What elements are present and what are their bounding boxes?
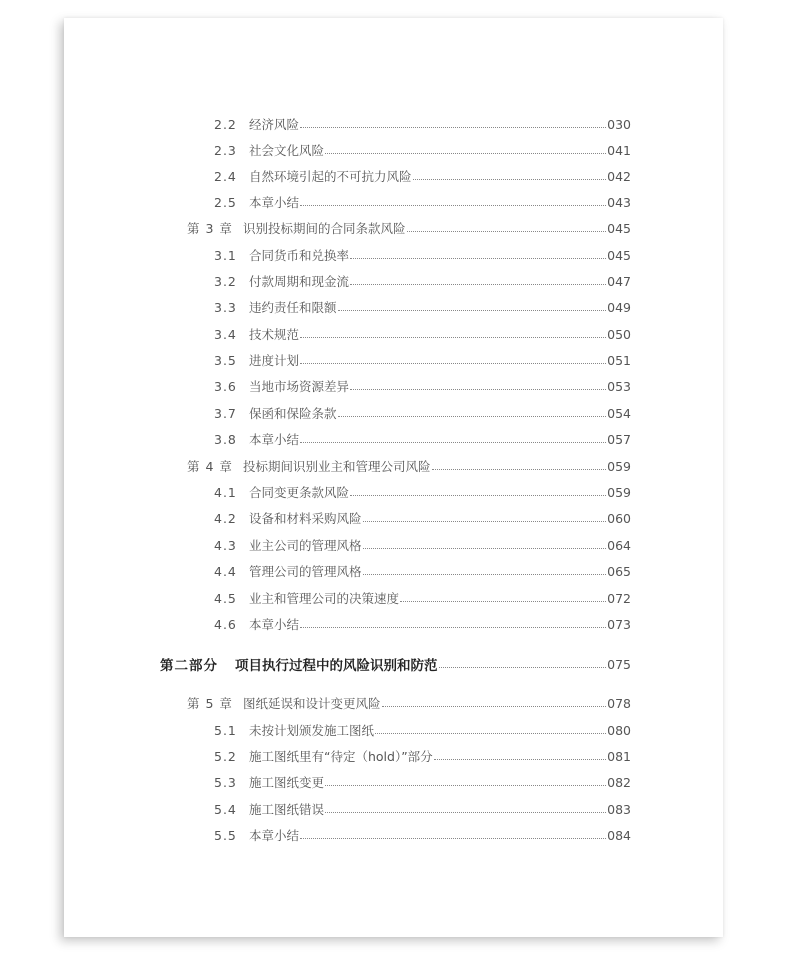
- toc-entry-sec: [214, 773, 631, 791]
- toc-entry-sec: [214, 589, 631, 607]
- dot-leader: [350, 284, 606, 285]
- entry-title: 施工图纸里有“待定（hold）”部分: [249, 749, 433, 764]
- entry-page-number: 045: [607, 220, 631, 236]
- toc-entry-sec: [214, 826, 631, 844]
- entry-number: 第 3 章: [187, 221, 233, 236]
- dot-leader: [400, 601, 606, 602]
- entry-title: 付款周期和现金流: [249, 274, 350, 289]
- entry-title: 项目执行过程中的风险识别和防范: [235, 658, 438, 674]
- dot-leader: [382, 706, 607, 707]
- toc-entry-sec: [214, 246, 631, 264]
- entry-number: 2.4: [214, 168, 237, 184]
- dot-leader: [350, 495, 606, 496]
- entry-page-number: 059: [607, 484, 631, 500]
- entry-number: 5.3: [214, 774, 237, 790]
- entry-title: 自然环境引起的不可抗力风险: [249, 169, 412, 184]
- toc-entry-sec: [214, 193, 631, 211]
- entry-number: 4.2: [214, 510, 237, 526]
- toc-entry-sec: [214, 351, 631, 369]
- entry-page-number: 053: [607, 378, 631, 394]
- entry-page-number: 072: [607, 590, 631, 606]
- dot-leader: [338, 310, 607, 311]
- entry-page-number: 047: [607, 273, 631, 289]
- entry-number: 5.1: [214, 722, 237, 738]
- dot-leader: [363, 574, 607, 575]
- dot-leader: [300, 127, 606, 128]
- toc-entry-sec: [214, 325, 631, 343]
- toc-entry-ch: [187, 694, 631, 712]
- entry-page-number: 084: [607, 827, 631, 843]
- toc-entry-sec: [214, 536, 631, 554]
- dot-leader: [432, 469, 607, 470]
- entry-page-number: 049: [607, 299, 631, 315]
- toc-entry-sec: [214, 562, 631, 580]
- toc-entry-sec: [214, 800, 631, 818]
- entry-page-number: 064: [607, 537, 631, 553]
- entry-number: 3.5: [214, 352, 237, 368]
- entry-page-number: 057: [607, 431, 631, 447]
- dot-leader: [300, 627, 606, 628]
- entry-number: 5.2: [214, 748, 237, 764]
- entry-title: 本章小结: [249, 617, 300, 632]
- entry-page-number: 081: [607, 748, 631, 764]
- entry-number: 4.1: [214, 484, 237, 500]
- entry-title: 保函和保险条款: [249, 406, 337, 421]
- toc-entry-ch: [187, 219, 631, 237]
- entry-number: 3.8: [214, 431, 237, 447]
- dot-leader: [300, 363, 606, 364]
- toc-entry-sec: [214, 115, 631, 133]
- dot-leader: [407, 231, 607, 232]
- entry-number: 3.1: [214, 247, 237, 263]
- entry-title: 施工图纸变更: [249, 775, 325, 790]
- entry-title: 业主和管理公司的决策速度: [249, 591, 400, 606]
- dot-leader: [363, 548, 607, 549]
- dot-leader: [413, 179, 607, 180]
- toc-entry-sec: [214, 404, 631, 422]
- toc-entry-sec: [214, 615, 631, 633]
- entry-number: 4.4: [214, 563, 237, 579]
- toc-entry-sec: [214, 747, 631, 765]
- entry-page-number: 045: [607, 247, 631, 263]
- entry-number: 2.2: [214, 116, 237, 132]
- toc-entry-sec: [214, 377, 631, 395]
- toc-entry-sec: [214, 298, 631, 316]
- entry-page-number: 082: [607, 774, 631, 790]
- dot-leader: [300, 337, 606, 338]
- entry-page-number: 083: [607, 801, 631, 817]
- toc-entry-sec: [214, 272, 631, 290]
- entry-page-number: 051: [607, 352, 631, 368]
- entry-page-number: 078: [607, 695, 631, 711]
- entry-number: 2.5: [214, 194, 237, 210]
- entry-page-number: 080: [607, 722, 631, 738]
- entry-title: 识别投标期间的合同条款风险: [243, 221, 406, 236]
- entry-title: 管理公司的管理风格: [249, 564, 362, 579]
- entry-page-number: 075: [607, 656, 631, 672]
- dot-leader: [375, 733, 606, 734]
- entry-title: 技术规范: [249, 327, 300, 342]
- entry-title: 合同货币和兑换率: [249, 248, 350, 263]
- dot-leader: [363, 521, 607, 522]
- entry-page-number: 073: [607, 616, 631, 632]
- entry-number: 第 5 章: [187, 696, 233, 711]
- dot-leader: [434, 759, 606, 760]
- entry-title: 施工图纸错误: [249, 802, 325, 817]
- entry-page-number: 042: [607, 168, 631, 184]
- entry-number: 第 4 章: [187, 459, 233, 474]
- dot-leader: [338, 416, 607, 417]
- entry-number: 3.3: [214, 299, 237, 315]
- entry-number: 3.4: [214, 326, 237, 342]
- entry-title: 设备和材料采购风险: [249, 511, 362, 526]
- entry-title: 当地市场资源差异: [249, 379, 350, 394]
- dot-leader: [325, 153, 606, 154]
- entry-number: 3.7: [214, 405, 237, 421]
- entry-title: 本章小结: [249, 828, 300, 843]
- dot-leader: [350, 258, 606, 259]
- entry-title: 未按计划颁发施工图纸: [249, 723, 375, 738]
- dot-leader: [300, 442, 606, 443]
- entry-title: 业主公司的管理风格: [249, 538, 362, 553]
- entry-number: 5.4: [214, 801, 237, 817]
- toc-entry-part: [160, 655, 631, 673]
- dot-leader: [350, 389, 606, 390]
- toc-entry-sec: [214, 483, 631, 501]
- entry-title: 本章小结: [249, 432, 300, 447]
- dot-leader: [325, 785, 606, 786]
- entry-page-number: 043: [607, 194, 631, 210]
- entry-number: 第二部分: [160, 658, 218, 674]
- toc-entry-sec: [214, 721, 631, 739]
- entry-number: 3.2: [214, 273, 237, 289]
- entry-title: 经济风险: [249, 117, 300, 132]
- entry-number: 4.6: [214, 616, 237, 632]
- entry-title: 图纸延误和设计变更风险: [243, 696, 381, 711]
- entry-page-number: 030: [607, 116, 631, 132]
- entry-title: 社会文化风险: [249, 143, 325, 158]
- toc-entry-ch: [187, 457, 631, 475]
- dot-leader: [325, 812, 606, 813]
- entry-page-number: 041: [607, 142, 631, 158]
- entry-page-number: 065: [607, 563, 631, 579]
- entry-page-number: 059: [607, 458, 631, 474]
- entry-number: 4.3: [214, 537, 237, 553]
- entry-number: 4.5: [214, 590, 237, 606]
- dot-leader: [300, 205, 606, 206]
- entry-title: 违约责任和限额: [249, 300, 337, 315]
- entry-page-number: 050: [607, 326, 631, 342]
- entry-title: 投标期间识别业主和管理公司风险: [243, 459, 431, 474]
- entry-number: 5.5: [214, 827, 237, 843]
- entry-number: 3.6: [214, 378, 237, 394]
- toc-entry-sec: [214, 167, 631, 185]
- entry-page-number: 054: [607, 405, 631, 421]
- entry-page-number: 060: [607, 510, 631, 526]
- entry-title: 合同变更条款风险: [249, 485, 350, 500]
- entry-title: 进度计划: [249, 353, 300, 368]
- entry-number: 2.3: [214, 142, 237, 158]
- entry-title: 本章小结: [249, 195, 300, 210]
- toc-entry-sec: [214, 430, 631, 448]
- dot-leader: [439, 667, 607, 668]
- dot-leader: [300, 838, 606, 839]
- toc-entry-sec: [214, 141, 631, 159]
- toc-entry-sec: [214, 509, 631, 527]
